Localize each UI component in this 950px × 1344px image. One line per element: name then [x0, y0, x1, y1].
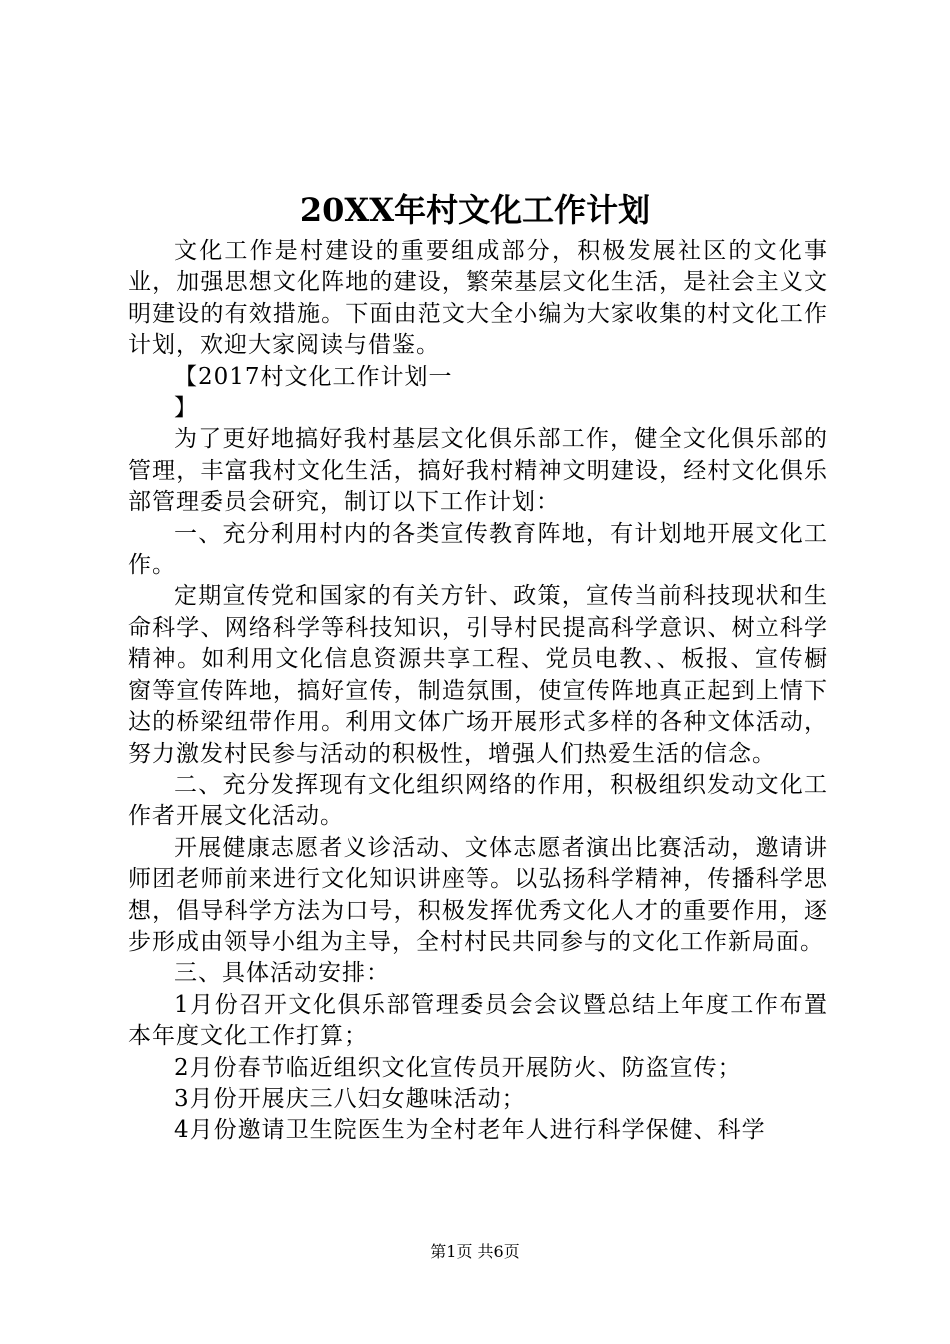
paragraph: 定期宣传党和国家的有关方针、政策，宣传当前科技现状和生命科学、网络科学等科技知识，引导村民提高科学意识、树立科学精神。如利用文化信息资源共享工程、党员电教、、板报、宣传橱窗等宣传阵地，搞好宣传，制造氛围，使宣传阵地真正起到上情下达的桥梁纽带作用。利用文体广场开展形式多样的各种文体活动，努力激发村民参与活动的积极性，增强人们热爱生活的信念。 [128, 583, 828, 767]
paragraph-section-heading-close: 】 [174, 395, 198, 422]
paragraph-section-heading: 【2017村文化工作计划一 [174, 363, 453, 390]
paragraph-heading-one: 一、充分利用村内的各类宣传教育阵地，有计划地开展文化工作。 [128, 520, 828, 579]
page-number-footer: 第1页 共6页 [430, 1242, 520, 1261]
paragraph: 开展健康志愿者义诊活动、文体志愿者演出比赛活动，邀请讲师团老师前来进行文化知识讲座等。以弘扬科学精神，传播科学思想，倡导科学方法为口号，积极发挥优秀文化人才的重要作用，逐步形成由领导小组为主导，全村村民共同参与的文化工作新局面。 [128, 834, 828, 955]
document-title: 20XX年村文化工作计划 [299, 191, 651, 229]
paragraph: 为了更好地搞好我村基层文化俱乐部工作，健全文化俱乐部的管理，丰富我村文化生活，搞好我村精神文明建设，经村文化俱乐部管理委员会研究，制订以下工作计划： [128, 426, 828, 516]
paragraph-schedule-item: 4月份邀请卫生院医生为全村老年人进行科学保健、科学 [174, 1117, 766, 1144]
paragraph-heading-two: 二、充分发挥现有文化组织网络的作用，积极组织发动文化工作者开展文化活动。 [128, 771, 828, 830]
paragraph-intro: 文化工作是村建设的重要组成部分，积极发展社区的文化事业，加强思想文化阵地的建设，繁荣基层文化生活，是社会主义文明建设的有效措施。下面由范文大全小编为大家收集的村文化工作计划，欢迎大家阅读与借鉴。 [128, 238, 828, 359]
paragraph-schedule-item: 3月份开展庆三八妇女趣味活动； [174, 1085, 526, 1112]
paragraph-schedule-item: 1月份召开文化俱乐部管理委员会会议暨总结上年度工作布置本年度文化工作打算； [128, 991, 828, 1050]
document-body [128, 236, 828, 1147]
paragraph-schedule-item: 2月份春节临近组织文化宣传员开展防火、防盗宣传； [174, 1054, 742, 1081]
paragraph-heading-three: 三、具体活动安排： [174, 960, 390, 987]
